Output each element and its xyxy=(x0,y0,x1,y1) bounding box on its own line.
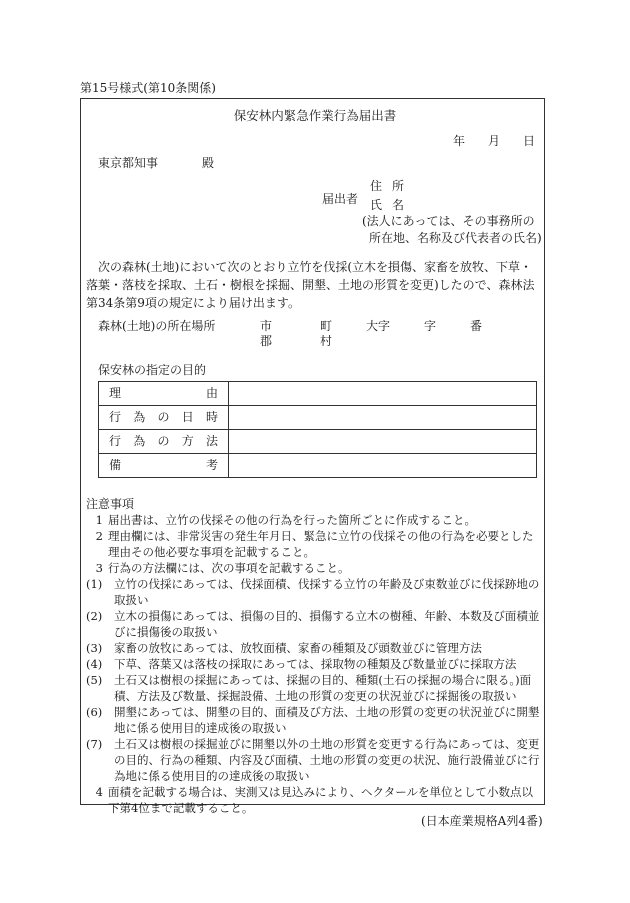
location-ban: 番 xyxy=(470,319,483,333)
remarks-field[interactable] xyxy=(229,454,537,478)
note-number: 2 xyxy=(95,529,103,543)
subnote-item xyxy=(86,608,544,640)
notes-title: 注意事項 xyxy=(86,497,135,511)
subnote-text: 立竹の伐採にあっては、伐採面積、伐採する立竹の年齢及び束数並びに伐採跡地の取扱い xyxy=(114,577,540,607)
subnote-item xyxy=(86,640,544,656)
row-label-reason: 理由 xyxy=(99,382,229,406)
location-oaza: 大字 xyxy=(366,319,391,333)
subnote-text: 土石又は樹根の採掘にあっては、採掘の目的、種類(土石の採掘の場合に限る。)面積、方法及び数量、採掘設備、土地の形質の変更の状況並びに採掘後の取扱い xyxy=(114,673,532,703)
notes-list xyxy=(86,512,544,816)
location-city: 市 xyxy=(260,319,273,333)
note-item xyxy=(86,512,544,528)
date-day: 日 xyxy=(523,134,536,148)
designation-purpose-label: 保安林の指定の目的 xyxy=(98,363,207,377)
form-number: 第15号様式(第10条関係) xyxy=(80,81,216,95)
datetime-field[interactable] xyxy=(229,406,537,430)
details-table xyxy=(98,381,537,478)
location-town: 町 xyxy=(320,319,333,333)
date-month: 月 xyxy=(488,134,501,148)
location-village: 村 xyxy=(320,334,333,348)
note-text: 行為の方法欄には、次の事項を記載すること。 xyxy=(108,561,350,575)
table-row xyxy=(99,406,537,430)
corporation-note-line2: 所在地、名称及び代表者の氏名) xyxy=(369,230,542,245)
subnote-number: (6) xyxy=(86,705,103,719)
note-item xyxy=(86,528,544,560)
row-label-remarks: 備考 xyxy=(99,454,229,478)
table-row xyxy=(99,430,537,454)
subnote-item xyxy=(86,736,544,784)
note-text: 届出書は、立竹の伐採その他の行為を行った箇所ごとに作成すること。 xyxy=(108,513,476,527)
paper-standard: (日本産業規格A列4番) xyxy=(421,814,543,828)
subnote-item xyxy=(86,576,544,608)
document-title: 保安林内緊急作業行為届出書 xyxy=(233,108,397,123)
note-number: 4 xyxy=(95,785,103,799)
note-item xyxy=(86,560,544,576)
note-text: 面積を記載する場合は、実測又は見込みにより、ヘクタールを単位として小数点以下第4位まで記載すること。 xyxy=(108,785,534,815)
subnote-text: 開墾にあっては、開墾の目的、面積及び方法、土地の形質の変更の状況並びに開墾地に係る使用目的達成後の取扱い xyxy=(114,705,540,735)
subnote-number: (1) xyxy=(86,577,103,591)
subnote-number: (4) xyxy=(86,657,103,671)
subnote-item xyxy=(86,704,544,736)
addressee: 東京都知事 xyxy=(98,156,159,170)
location-county: 郡 xyxy=(260,334,273,348)
table-row xyxy=(99,382,537,406)
subnote-number: (3) xyxy=(86,641,103,655)
name-label: 氏名 xyxy=(370,198,415,212)
note-number: 1 xyxy=(95,513,103,527)
subnote-number: (7) xyxy=(86,737,103,751)
note-item xyxy=(86,784,544,816)
subnote-text: 下草、落葉又は落枝の採取にあっては、採取物の種類及び数量並びに採取方法 xyxy=(114,657,517,671)
subnote-number: (5) xyxy=(86,673,103,687)
notifier-label: 届出者 xyxy=(322,192,359,206)
date-year: 年 xyxy=(453,134,466,148)
note-number: 3 xyxy=(95,561,103,575)
row-label-method: 行為の方法 xyxy=(99,430,229,454)
note-text: 理由欄には、非常災害の発生年月日、緊急に立竹の伐採その他の行為を必要とした理由その他必要な事項を記載すること。 xyxy=(108,529,534,559)
honorific: 殿 xyxy=(202,156,215,170)
reason-field[interactable] xyxy=(229,382,537,406)
body-text: 次の森林(土地)において次のとおり立竹を伐採(立木を損傷、家畜を放牧、下草・落葉・落枝を採取、土石・樹根を採掘、開墾、土地の形質を変更)したので、森林法第34条第9項の規定により届け出ます。 xyxy=(86,260,535,310)
subnote-number: (2) xyxy=(86,609,103,623)
subnote-text: 立木の損傷にあっては、損傷の目的、損傷する立木の樹種、年齢、本数及び面積並びに損傷後の取扱い xyxy=(114,609,540,639)
table-row xyxy=(99,454,537,478)
corporation-note-line1: (法人にあっては、その事務所の xyxy=(362,214,535,228)
subnote-item xyxy=(86,656,544,672)
location-aza: 字 xyxy=(424,319,437,333)
subnote-item xyxy=(86,672,544,704)
subnote-text: 土石又は樹根の採掘並びに開墾以外の土地の形質を変更する行為にあっては、変更の目的、行為の種類、内容及び面積、土地の形質の変更の状況、施行設備並びに行為地に係る使用目的の達成後の取扱い xyxy=(114,737,540,783)
row-label-datetime: 行為の日時 xyxy=(99,406,229,430)
subnote-text: 家畜の放牧にあっては、放牧面積、家畜の種類及び頭数並びに管理方法 xyxy=(114,641,482,655)
corporation-note xyxy=(362,213,542,247)
method-field[interactable] xyxy=(229,430,537,454)
location-label: 森林(土地)の所在場所 xyxy=(98,319,216,333)
address-label: 住所 xyxy=(370,179,415,193)
